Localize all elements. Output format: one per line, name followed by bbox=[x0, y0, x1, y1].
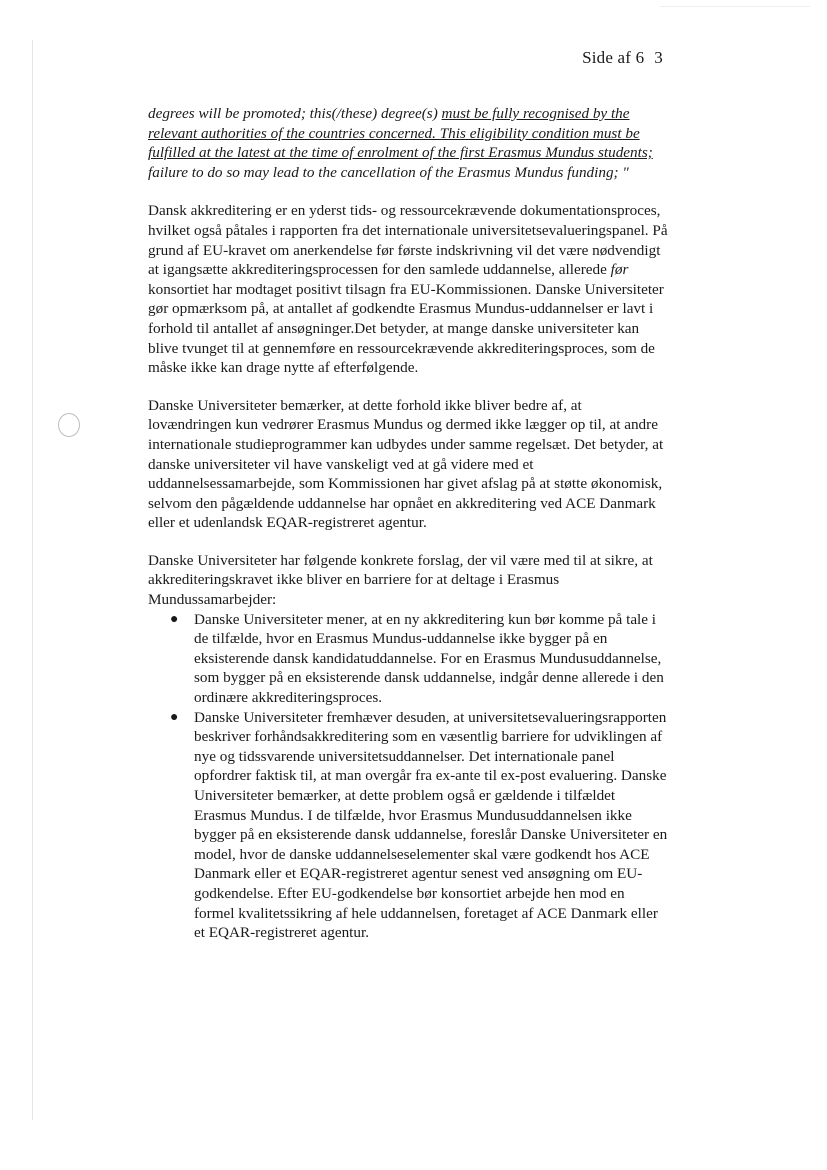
bullet-icon: ● bbox=[170, 611, 179, 627]
bullet-text: Danske Universiteter fremhæver desuden, at universitetsevalueringsrapporten beskriver forhåndsakkreditering som en væsentlig barriere for udviklingen af nye og tidssvarende universitetsuddannelser. Det internationale panel opfordrer faktisk til, at man overgår fra ex-ante til ex-post evaluering. Danske Universiteter bemærker, at dette problem også er gældende i tilfældet Erasmus Mundus. I de tilfælde, hvor Erasmus Mundusuddannelsen ikke bygger på en eksisterende dansk uddannelse, foreslår Danske Universiteter en model, hvor de danske uddannelseselementer skal være godkendt hos ACE Danmark eller et EQAR-registreret agentur senest ved ansøgning om EU-godkendelse. Efter EU-godkendelse bør konsortiet arbejde hen mod en formel kvalitetssikring af hele uddannelsen, foretaget af ACE Danmark eller et EQAR-registreret agentur. bbox=[194, 708, 668, 942]
list-item bbox=[170, 610, 668, 708]
quote-underlined: must be fully recognised by the relevant authorities of the countries concerned. This eligibility condition must be fulfilled at the latest at the time of enrolment of the first Erasmus Mundus students; bbox=[148, 105, 653, 162]
bullet-text: Danske Universiteter mener, at en ny akkreditering kun bør komme på tale i de tilfælde, hvor en Erasmus Mundus-uddannelse ikke bygger på en eksisterende dansk kandidatuddannelse. For en Erasmus Mundusuddannelse, som bygger på en eksisterende dansk uddannelse, indgår denne allerede i den ordinære akkrediteringsproces. bbox=[194, 610, 664, 707]
paragraph-1-a: Dansk akkreditering er en yderst tids- og ressourcekrævende dokumentationsproces, hvilket også påtales i rapporten fra det internationale universitetsevalueringspanel. På grund af EU-kravet om anerkendelse før første indskrivning vil det være nødvendigt at igangsætte akkrediteringsprocessen for den samlede uddannelse, allerede bbox=[148, 202, 668, 279]
paragraph-law-change: Danske Universiteter bemærker, at dette forhold ikke bliver bedre af, at lovændringen kun vedrører Erasmus Mundus og dermed ikke lægger op til, at andre internationale studieprogrammer kan udbydes under samme regelsæt. Det betyder, at danske universiteter vil have vanskeligt ved at gå videre med et uddannelsessamarbejde, som Kommissionen har givet afslag på at støtte økonomisk, selvom den pågældende uddannelse har opnået en akkreditering ved ACE Danmark eller et udenlandsk EQAR-registreret agentur. bbox=[148, 396, 664, 532]
quoted-regulation bbox=[148, 104, 668, 182]
list-item bbox=[170, 708, 668, 943]
scan-smudge bbox=[660, 6, 810, 7]
quote-part-2: failure to do so may lead to the cancellation of the Erasmus Mundus funding; " bbox=[148, 163, 629, 181]
paragraph-1-b: konsortiet har modtaget positivt tilsagn fra EU-Kommissionen. Danske Universiteter gør opmærksom på, at antallet af godkendte Erasmus Mundus-uddannelser er lavt i forhold til antallet af ansøgninger.Det betyder, at mange danske universiteter kan blive tvunget til at gennemføre en ressourcekrævende akkrediteringsproces, som de måske ikke kan drage nytte af efterfølgende. bbox=[148, 280, 664, 377]
quote-part-1: degrees will be promoted; this(/these) degree(s) bbox=[148, 105, 442, 122]
page-header bbox=[582, 48, 663, 68]
proposal-list bbox=[148, 610, 668, 943]
page-number: 3 bbox=[654, 48, 663, 67]
scan-edge-line bbox=[32, 40, 33, 1120]
page-label: Side af 6 bbox=[582, 48, 645, 67]
bullet-icon: ● bbox=[170, 709, 179, 725]
paragraph-accreditation bbox=[148, 201, 668, 377]
punch-hole-mark bbox=[58, 413, 80, 437]
paragraph-proposals-intro: Danske Universiteter har følgende konkrete forslag, der vil være med til at sikre, at akkrediteringskravet ikke bliver en barriere for at deltage i Erasmus Mundussamarbejder: bbox=[148, 551, 653, 609]
paragraph-1-emphasis: før bbox=[610, 261, 629, 279]
document-body bbox=[148, 104, 668, 943]
